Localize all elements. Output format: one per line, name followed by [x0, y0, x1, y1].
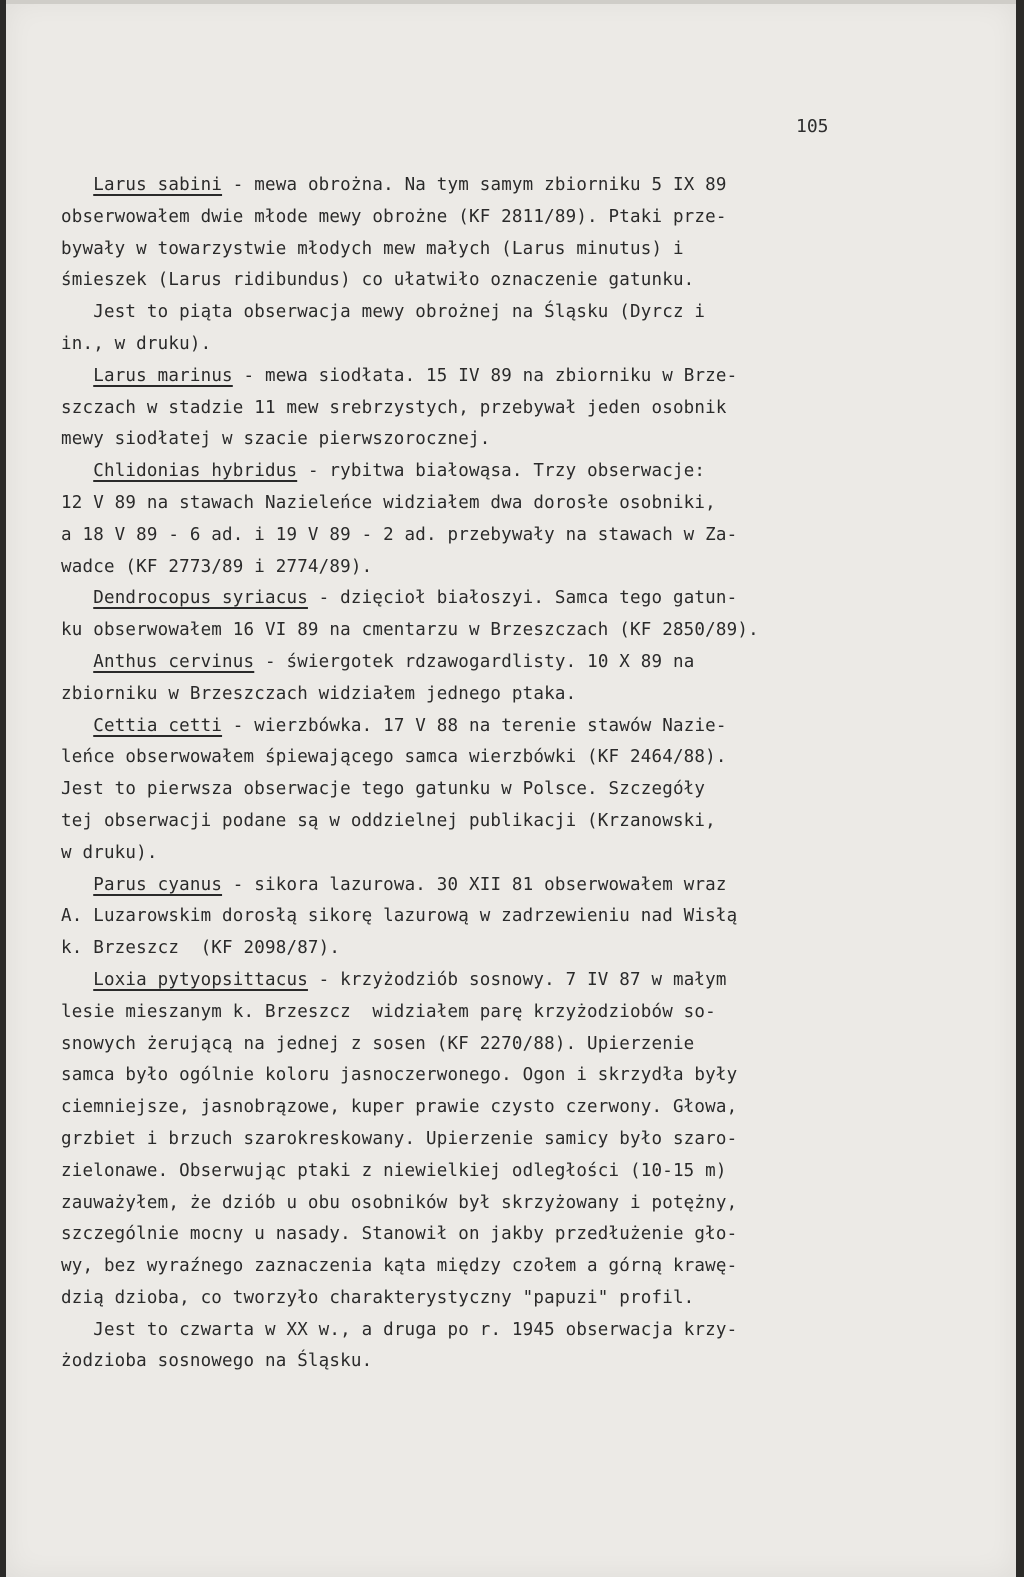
- line-text: mewy siodłatej w szacie pierwszorocznej.: [61, 429, 491, 450]
- text-line: [61, 488, 991, 520]
- line-text: a 18 V 89 - 6 ad. i 19 V 89 - 2 ad. przebywały na stawach w Za-: [61, 524, 738, 545]
- line-text: - dzięcioł białoszyi. Samca tego gatun-: [307, 588, 738, 609]
- line-text: śmieszek (Larus ridibundus) co ułatwiło oznaczenie gatunku.: [61, 270, 695, 291]
- line-text: lesie mieszanym k. Brzeszcz widziałem parę krzyżodziobów so-: [61, 1001, 716, 1022]
- line-text: wy, bez wyraźnego zaznaczenia kąta między czołem a górną krawę-: [61, 1256, 738, 1277]
- line-indent: [61, 175, 93, 195]
- text-line: [61, 933, 991, 965]
- text-line: [61, 965, 991, 997]
- line-text: snowych żerującą na jednej z sosen (KF 2270/88). Upierzenie: [61, 1033, 695, 1054]
- text-line: [61, 1346, 991, 1378]
- text-line: [61, 1219, 991, 1251]
- text-line: [61, 711, 991, 743]
- line-text: dzią dzioba, co tworzyło charakterystyczny "papuzi" profil.: [61, 1287, 695, 1308]
- text-line: [61, 329, 991, 361]
- line-indent: [61, 1320, 93, 1340]
- text-line: [61, 583, 991, 615]
- species-name: Larus marinus: [93, 365, 233, 386]
- text-line: [61, 806, 991, 838]
- line-text: - rybitwa białowąsa. Trzy obserwacje:: [297, 461, 706, 482]
- line-text: zauważyłem, że dziób u obu osobników był skrzyżowany i potężny,: [61, 1192, 738, 1213]
- line-text: zbiorniku w Brzeszczach widziałem jednego ptaka.: [61, 683, 577, 704]
- text-line: [61, 424, 991, 456]
- text-line: [61, 1156, 991, 1188]
- line-text: Jest to czwarta w XX w., a druga po r. 1945 obserwacja krzy-: [93, 1319, 738, 1340]
- text-line: [61, 615, 991, 647]
- line-text: szczach w stadzie 11 mew srebrzystych, przebywał jeden osobnik: [61, 397, 727, 418]
- line-indent: [61, 302, 93, 322]
- line-text: - mewa siodłata. 15 IV 89 na zbiorniku w Brze-: [232, 365, 738, 386]
- body-text: [61, 170, 991, 1378]
- line-text: samca było ogólnie koloru jasnoczerwonego. Ogon i skrzydła były: [61, 1065, 738, 1086]
- line-text: zielonawe. Obserwując ptaki z niewielkiej odległości (10-15 m): [61, 1160, 727, 1181]
- text-line: [61, 1092, 991, 1124]
- line-text: - świergotek rdzawogardlisty. 10 X 89 na: [254, 651, 695, 672]
- text-line: [61, 552, 991, 584]
- line-text: ku obserwowałem 16 VI 89 na cmentarzu w Brzeszczach (KF 2850/89).: [61, 620, 759, 641]
- text-line: [61, 520, 991, 552]
- line-indent: [61, 588, 93, 608]
- text-line: [61, 361, 991, 393]
- text-line: [61, 1124, 991, 1156]
- text-line: [61, 456, 991, 488]
- line-indent: [61, 461, 93, 481]
- line-text: tej obserwacji podane są w oddzielnej publikacji (Krzanowski,: [61, 810, 716, 831]
- line-text: - sikora lazurowa. 30 XII 81 obserwowałem wraz: [222, 874, 727, 895]
- species-name: Cettia cetti: [93, 715, 223, 736]
- text-line: [61, 234, 991, 266]
- line-text: obserwowałem dwie młode mewy obrożne (KF 2811/89). Ptaki prze-: [61, 206, 727, 227]
- line-text: w druku).: [61, 842, 158, 863]
- text-line: [61, 901, 991, 933]
- text-line: [61, 774, 991, 806]
- text-line: [61, 1315, 991, 1347]
- line-text: wadce (KF 2773/89 i 2774/89).: [61, 556, 373, 577]
- line-text: - wierzbówka. 17 V 88 na terenie stawów Nazie-: [222, 715, 727, 736]
- line-text: szczególnie mocny u nasady. Stanowił on jakby przedłużenie gło-: [61, 1224, 738, 1245]
- text-line: [61, 265, 991, 297]
- line-text: Jest to piąta obserwacja mewy obrożnej na Śląsku (Dyrcz i: [93, 302, 706, 323]
- species-name: Larus sabini: [93, 175, 223, 195]
- text-line: [61, 1188, 991, 1220]
- species-name: Chlidonias hybridus: [93, 461, 298, 482]
- text-line: [61, 997, 991, 1029]
- line-text: in., w druku).: [61, 333, 212, 354]
- line-text: ciemniejsze, jasnobrązowe, kuper prawie czysto czerwony. Głowa,: [61, 1097, 738, 1118]
- line-indent: [61, 716, 93, 736]
- text-line: [61, 870, 991, 902]
- line-indent: [61, 875, 93, 895]
- line-indent: [61, 970, 93, 990]
- line-text: grzbiet i brzuch szarokreskowany. Upierzenie samicy było szaro-: [61, 1128, 738, 1149]
- line-text: Jest to pierwsza obserwacje tego gatunku w Polsce. Szczegóły: [61, 779, 706, 800]
- text-line: [61, 679, 991, 711]
- page-edge: [6, 0, 1016, 4]
- text-line: [61, 1283, 991, 1315]
- species-name: Parus cyanus: [93, 874, 223, 895]
- species-name: Anthus cervinus: [93, 651, 255, 672]
- line-text: bywały w towarzystwie młodych mew małych (Larus minutus) i: [61, 238, 684, 259]
- text-line: [61, 647, 991, 679]
- line-text: - mewa obrożna. Na tym samym zbiorniku 5 IX 89: [222, 175, 727, 195]
- species-name: Loxia pytyopsittacus: [93, 969, 308, 990]
- text-line: [61, 1029, 991, 1061]
- line-text: leńce obserwowałem śpiewającego samca wierzbówki (KF 2464/88).: [61, 747, 727, 768]
- line-indent: [61, 652, 93, 672]
- text-line: [61, 1060, 991, 1092]
- text-line: [61, 742, 991, 774]
- page-number: 105: [796, 116, 829, 137]
- line-text: 12 V 89 na stawach Nazieleńce widziałem dwa dorosłe osobniki,: [61, 492, 716, 513]
- line-text: - krzyżodziób sosnowy. 7 IV 87 w małym: [307, 969, 727, 990]
- text-line: [61, 838, 991, 870]
- document-page: [6, 0, 1016, 1577]
- text-line: [61, 170, 991, 202]
- text-line: [61, 202, 991, 234]
- text-line: [61, 297, 991, 329]
- line-text: k. Brzeszcz (KF 2098/87).: [61, 938, 341, 959]
- text-line: [61, 1251, 991, 1283]
- line-indent: [61, 366, 93, 386]
- line-text: A. Luzarowskim dorosłą sikorę lazurową w zadrzewieniu nad Wisłą: [61, 906, 738, 927]
- species-name: Dendrocopus syriacus: [93, 588, 308, 609]
- text-line: [61, 393, 991, 425]
- line-text: żodzioba sosnowego na Śląsku.: [61, 1351, 373, 1372]
